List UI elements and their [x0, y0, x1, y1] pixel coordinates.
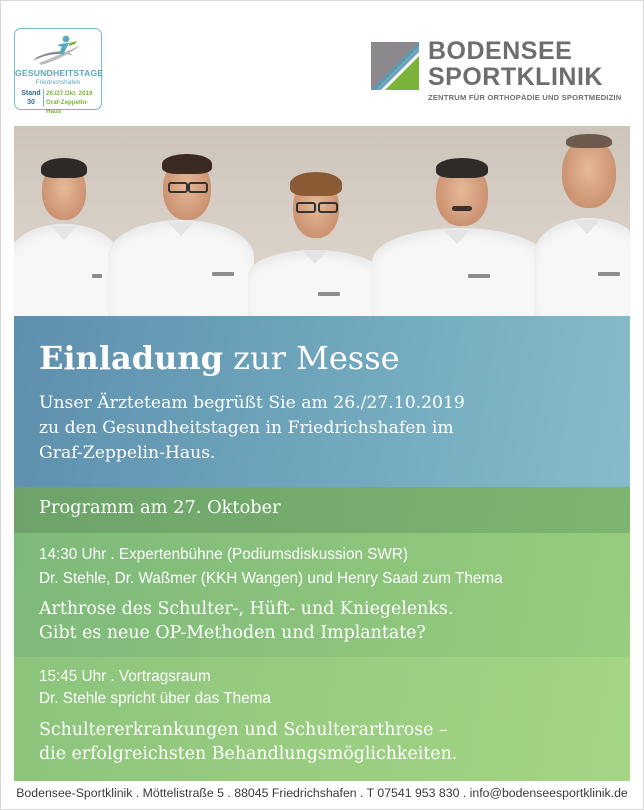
event-2-topic	[39, 718, 619, 766]
gesundheitstage-title: GESUNDHEITSTAGE	[15, 68, 104, 78]
stand-number: 30	[27, 99, 35, 106]
logo-subtitle: ZENTRUM FÜR ORTHOPÄDIE UND SPORTMEDIZIN	[428, 93, 622, 102]
event-1-topic-line-1: Arthrose des Schulter-, Hüft- und Kniegelenks.	[39, 599, 454, 619]
stand-info	[19, 89, 43, 107]
gesundheitstage-logo	[14, 28, 104, 115]
event-2-speakers: Dr. Stehle spricht über das Thema	[39, 690, 271, 707]
contact-footer: Bodensee-Sportklinik . Möttelistraße 5 . 88045 Friedrichshafen . T 07541 953 830 . info@bodenseesportklinik.de	[16, 786, 628, 800]
intro-line-1: Unser Ärzteteam begrüßt Sie am 26./27.10.2019	[39, 393, 465, 413]
logo-divider	[43, 89, 44, 107]
event-1-topic	[39, 597, 619, 645]
team-member-5	[534, 130, 630, 316]
intro-line-2: zu den Gesundheitstagen in Friedrichshafen im	[39, 418, 454, 438]
event-date-info	[46, 89, 102, 116]
intro-line-3: Graf-Zeppelin-Haus.	[39, 443, 216, 463]
logo-line-1: BODENSEE	[428, 37, 573, 65]
team-photo	[14, 126, 630, 316]
event-1-speakers: Dr. Stehle, Dr. Waßmer (KKH Wangen) und Henry Saad zum Thema	[39, 570, 503, 587]
event-1-time-place: 14:30 Uhr . Expertenbühne (Podiumsdiskussion SWR)	[39, 546, 409, 563]
event-2-topic-line-2: die erfolgreichsten Behandlungsmöglichkeiten.	[39, 744, 458, 764]
swoosh-figure-icon	[29, 33, 87, 67]
stand-label: Stand	[21, 90, 41, 97]
event-2-topic-line-1: Schultererkrankungen und Schulterarthrose –	[39, 720, 448, 740]
logo-line-2: SPORTKLINIK	[428, 63, 603, 91]
program-heading: Programm am 27. Oktober	[39, 497, 281, 518]
invitation-intro	[39, 391, 619, 466]
team-member-4	[372, 148, 548, 316]
gesundheitstage-city: Friedrichshafen	[35, 79, 81, 86]
event-2-time-place: 15:45 Uhr . Vortragsraum	[39, 668, 211, 685]
event-venue: Graf-Zeppelin-Haus	[46, 99, 89, 115]
team-member-3	[248, 166, 382, 316]
invitation-title	[39, 338, 400, 378]
event-date: 26./27.Okt. 2019	[46, 90, 93, 97]
bodensee-sportklinik-mark-icon	[371, 42, 419, 90]
bodensee-sportklinik-logo-text	[428, 38, 603, 90]
event-1-topic-line-2: Gibt es neue OP-Methoden und Implantate?	[39, 623, 426, 643]
team-member-2	[108, 144, 254, 316]
invitation-title-strong: Einladung	[39, 339, 223, 377]
invitation-title-rest: zur Messe	[222, 339, 400, 377]
team-member-1	[14, 146, 120, 316]
